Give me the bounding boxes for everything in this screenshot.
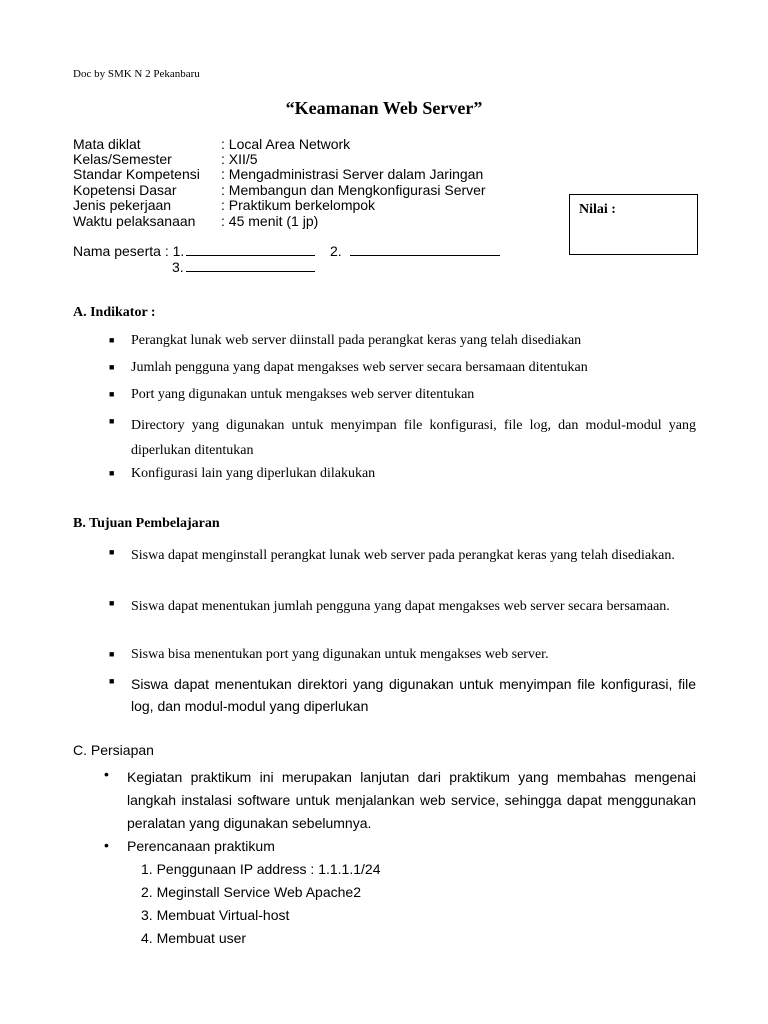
peserta-blank-3[interactable] bbox=[186, 259, 315, 272]
info-value: : XII/5 bbox=[221, 151, 258, 167]
square-bullet-icon: ■ bbox=[109, 362, 115, 372]
peserta-line-1 bbox=[73, 243, 315, 259]
info-label: Kelas/Semester bbox=[73, 151, 172, 167]
info-label: Kopetensi Dasar bbox=[73, 182, 177, 198]
square-bullet-icon: ■ bbox=[109, 649, 115, 659]
plan-step: 2. Meginstall Service Web Apache2 bbox=[141, 884, 361, 900]
info-label: Standar Kompetensi bbox=[73, 166, 200, 182]
peserta-number-3: 3. bbox=[172, 259, 184, 275]
indikator-item: Konfigurasi lain yang diperlukan dilakukan bbox=[131, 466, 376, 481]
square-bullet-icon: ■ bbox=[109, 547, 115, 557]
indikator-item: Perangkat lunak web server diinstall pada perangkat keras yang telah disediakan bbox=[131, 333, 582, 348]
info-label: Mata diklat bbox=[73, 136, 141, 152]
plan-step: 4. Membuat user bbox=[141, 930, 247, 946]
document-title: “Keamanan Web Server” bbox=[285, 98, 483, 118]
info-value: : Mengadministrasi Server dalam Jaringan bbox=[221, 166, 484, 182]
header-note: Doc by SMK N 2 Pekanbaru bbox=[73, 68, 200, 80]
section-a-heading: A. Indikator : bbox=[73, 305, 156, 320]
peserta-blank-1[interactable] bbox=[186, 243, 315, 256]
square-bullet-icon: ■ bbox=[109, 389, 115, 399]
bullet-dot-icon: • bbox=[104, 766, 109, 782]
bullet-dot-icon: • bbox=[104, 837, 109, 853]
info-label: Waktu pelaksanaan bbox=[73, 213, 196, 229]
tujuan-item: Siswa bisa menentukan port yang digunakan untuk mengakses web server. bbox=[131, 647, 549, 662]
indikator-item: Port yang digunakan untuk mengakses web server ditentukan bbox=[131, 387, 475, 402]
nilai-box bbox=[569, 194, 698, 255]
tujuan-item: Siswa dapat menentukan direktori yang digunakan untuk menyimpan file konfigurasi, file log, dan modul-modul yang diperlukan bbox=[131, 676, 696, 714]
info-value: : Local Area Network bbox=[221, 136, 351, 152]
section-c-heading: C. Persiapan bbox=[73, 742, 154, 758]
plan-step: 3. Membuat Virtual-host bbox=[141, 907, 290, 923]
peserta-label: Nama peserta : 1. bbox=[73, 243, 185, 259]
tujuan-item: Siswa dapat menginstall perangkat lunak web server pada perangkat keras yang telah disediakan. bbox=[131, 548, 675, 563]
info-value: : Membangun dan Mengkonfigurasi Server bbox=[221, 182, 486, 198]
square-bullet-icon: ■ bbox=[109, 416, 115, 426]
square-bullet-icon: ■ bbox=[109, 598, 115, 608]
info-value: : Praktikum berkelompok bbox=[221, 197, 376, 213]
indikator-item: Directory yang digunakan untuk menyimpan file konfigurasi, file log, dan modul-modul yang diperlukan ditentukan bbox=[131, 418, 696, 458]
peserta-blank-2[interactable] bbox=[350, 243, 500, 256]
plan-step: 1. Penggunaan IP address : 1.1.1.1/24 bbox=[141, 861, 381, 877]
peserta-number-2: 2. bbox=[330, 243, 342, 259]
persiapan-item: Perencanaan praktikum bbox=[127, 838, 275, 854]
square-bullet-icon: ■ bbox=[109, 335, 115, 345]
square-bullet-icon: ■ bbox=[109, 468, 115, 478]
peserta-line-3 bbox=[172, 259, 315, 275]
info-label: Jenis pekerjaan bbox=[73, 197, 172, 213]
info-value: : 45 menit (1 jp) bbox=[221, 213, 319, 229]
peserta-line-2 bbox=[330, 243, 500, 259]
persiapan-item: Kegiatan praktikum ini merupakan lanjutan dari praktikum yang membahas mengenai langkah instalasi software untuk menjalankan web service, sehingga dapat menggunakan peralatan yang digunakan sebelumnya. bbox=[127, 769, 696, 831]
indikator-item: Jumlah pengguna yang dapat mengakses web server secara bersamaan ditentukan bbox=[131, 360, 588, 375]
tujuan-item: Siswa dapat menentukan jumlah pengguna yang dapat mengakses web server secara bersamaan. bbox=[131, 599, 670, 614]
section-b-heading: B. Tujuan Pembelajaran bbox=[73, 516, 220, 531]
nilai-label: Nilai : bbox=[579, 202, 616, 217]
square-bullet-icon: ■ bbox=[109, 676, 115, 686]
